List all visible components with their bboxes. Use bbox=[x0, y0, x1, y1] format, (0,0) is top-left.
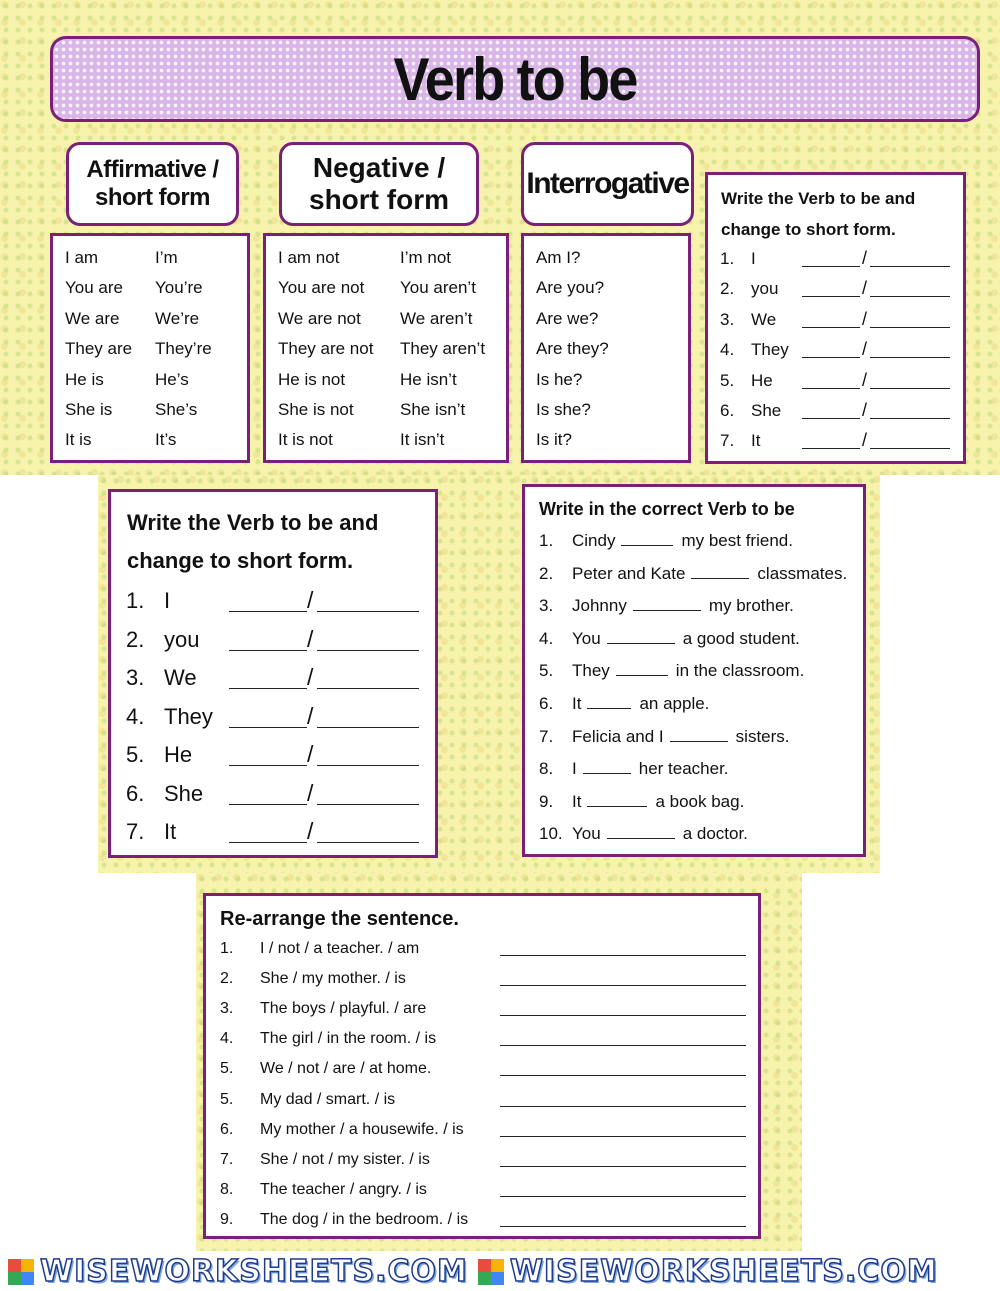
answer-line[interactable] bbox=[500, 985, 746, 986]
answer-blank-long[interactable] bbox=[802, 418, 860, 419]
item-number: 6. bbox=[220, 1120, 234, 1138]
negative-short: She isn’t bbox=[400, 400, 466, 419]
answer-line[interactable] bbox=[500, 1075, 746, 1076]
short-form-small-title-line1: Write the Verb to be and bbox=[721, 189, 916, 208]
answer-blank-short[interactable] bbox=[870, 266, 950, 267]
answer-blank-long[interactable] bbox=[229, 611, 307, 612]
sentence-end: a doctor. bbox=[682, 824, 748, 844]
item-number: 8. bbox=[539, 759, 554, 779]
interrogative-question: Are they? bbox=[536, 339, 609, 359]
short-form-exercise-large bbox=[108, 489, 438, 858]
answer-blank-short[interactable] bbox=[870, 418, 950, 419]
interrogative-question: Am I? bbox=[536, 248, 581, 267]
watermark-bar bbox=[0, 1252, 1000, 1291]
sentence-line bbox=[572, 531, 793, 551]
negative-table bbox=[263, 233, 509, 463]
item-number: 2. bbox=[126, 626, 145, 652]
negative-short: We aren’t bbox=[400, 308, 473, 328]
sentence-line bbox=[572, 824, 748, 844]
scrambled-sentence: The dog / in the bedroom. / is bbox=[260, 1210, 469, 1228]
affirmative-long: They are bbox=[65, 339, 133, 359]
sentence-start: You bbox=[572, 824, 601, 844]
negative-header bbox=[279, 142, 479, 226]
title-banner bbox=[50, 36, 980, 122]
blank-slash: / bbox=[307, 664, 314, 690]
scrambled-sentence: We / not / are / at home. bbox=[260, 1060, 432, 1078]
short-form-large-title-line1: Write the Verb to be and bbox=[127, 510, 379, 535]
affirmative-long: He is bbox=[65, 369, 104, 389]
sentence-end: my brother. bbox=[708, 596, 794, 616]
answer-blank-short[interactable] bbox=[870, 327, 950, 328]
negative-long: They are not bbox=[278, 339, 374, 359]
blank-slash: / bbox=[307, 779, 314, 806]
item-number: 9. bbox=[539, 791, 554, 811]
answer-blank-long[interactable] bbox=[802, 327, 860, 328]
answer-line[interactable] bbox=[500, 1015, 746, 1016]
affirmative-short: I’m bbox=[155, 248, 178, 267]
sentence-start: They bbox=[572, 661, 610, 681]
affirmative-short: We’re bbox=[155, 308, 200, 328]
sentence-end: her teacher. bbox=[638, 759, 729, 779]
answer-blank-short[interactable] bbox=[317, 611, 419, 612]
negative-short: He isn’t bbox=[400, 369, 457, 389]
item-number: 3. bbox=[539, 596, 554, 616]
answer-line[interactable] bbox=[500, 1226, 746, 1227]
answer-blank[interactable] bbox=[670, 727, 728, 742]
item-number: 3. bbox=[220, 1000, 234, 1018]
answer-blank-long[interactable] bbox=[802, 448, 860, 449]
rearrange-exercise bbox=[203, 893, 761, 1239]
sentence-line bbox=[572, 792, 744, 812]
answer-blank[interactable] bbox=[616, 661, 668, 676]
negative-long: She is not bbox=[278, 400, 354, 419]
watermark-logo-icon bbox=[478, 1259, 504, 1285]
answer-blank-short[interactable] bbox=[317, 688, 419, 689]
item-subject: I bbox=[751, 249, 756, 268]
scrambled-sentence: My mother / a housewife. / is bbox=[260, 1120, 464, 1138]
negative-long: He is not bbox=[278, 369, 346, 389]
sentence-start: Cindy bbox=[572, 531, 616, 550]
item-number: 2. bbox=[539, 563, 554, 583]
affirmative-short: It’s bbox=[155, 430, 177, 450]
sentence-line bbox=[572, 727, 790, 747]
affirmative-long: She is bbox=[65, 400, 113, 419]
item-number: 7. bbox=[720, 431, 735, 451]
item-number: 4. bbox=[539, 628, 554, 648]
affirmative-long: We are bbox=[65, 308, 120, 328]
item-subject: It bbox=[751, 431, 761, 451]
blank-slash: / bbox=[862, 248, 868, 268]
scrambled-sentence: The girl / in the room. / is bbox=[260, 1030, 437, 1048]
sentence-end: in the classroom. bbox=[675, 661, 805, 681]
item-number: 7. bbox=[126, 819, 145, 844]
interrogative-question: Is it? bbox=[536, 430, 572, 450]
watermark-text: WISEWORKSHEETS.COM bbox=[40, 1254, 468, 1289]
negative-short: You aren’t bbox=[400, 278, 476, 298]
negative-long: It is not bbox=[278, 430, 333, 450]
answer-blank-short[interactable] bbox=[870, 448, 950, 449]
sentence-end: my best friend. bbox=[681, 531, 793, 550]
short-form-small-title-line2: change to short form. bbox=[721, 220, 896, 239]
affirmative-long: I am bbox=[65, 248, 99, 267]
item-number: 5. bbox=[539, 661, 554, 681]
negative-short: They aren’t bbox=[400, 339, 486, 359]
answer-blank-short[interactable] bbox=[870, 388, 950, 389]
affirmative-long: You are bbox=[65, 278, 123, 298]
answer-blank[interactable] bbox=[607, 629, 675, 644]
item-subject: She bbox=[751, 401, 782, 420]
item-number: 10. bbox=[539, 824, 563, 844]
sentence-end: classmates. bbox=[757, 563, 848, 583]
answer-blank[interactable] bbox=[621, 531, 673, 546]
answer-blank-long[interactable] bbox=[802, 388, 860, 389]
item-number: 4. bbox=[720, 340, 735, 360]
item-number: 1. bbox=[539, 531, 554, 550]
blank-slash: / bbox=[307, 587, 314, 613]
item-number: 2. bbox=[720, 279, 735, 299]
answer-line[interactable] bbox=[500, 1166, 746, 1167]
answer-blank-short[interactable] bbox=[317, 727, 419, 728]
item-number: 1. bbox=[126, 588, 145, 613]
answer-blank-long[interactable] bbox=[229, 650, 307, 651]
answer-blank-long[interactable] bbox=[229, 688, 307, 689]
scrambled-sentence: I / not / a teacher. / am bbox=[260, 940, 420, 957]
answer-blank-short[interactable] bbox=[317, 765, 419, 766]
item-number: 3. bbox=[126, 665, 145, 690]
answer-blank-long[interactable] bbox=[802, 266, 860, 267]
answer-line[interactable] bbox=[500, 1196, 746, 1197]
affirmative-short: You’re bbox=[155, 278, 203, 298]
item-number: 4. bbox=[126, 703, 145, 729]
item-number: 8. bbox=[220, 1180, 234, 1198]
item-number: 1. bbox=[220, 940, 234, 957]
answer-blank-long[interactable] bbox=[229, 765, 307, 766]
answer-blank-long[interactable] bbox=[802, 296, 860, 297]
interrogative-question: Is she? bbox=[536, 400, 591, 419]
answer-blank-long[interactable] bbox=[229, 727, 307, 728]
item-number: 1. bbox=[720, 249, 735, 268]
scrambled-sentence: The teacher / angry. / is bbox=[260, 1180, 427, 1198]
blank-slash: / bbox=[862, 369, 868, 390]
blank-slash: / bbox=[862, 308, 868, 329]
item-number: 3. bbox=[720, 309, 735, 329]
item-subject: They bbox=[164, 703, 213, 729]
negative-header-label: Negative / short form bbox=[309, 151, 449, 215]
item-subject: He bbox=[751, 370, 773, 390]
item-number: 6. bbox=[126, 780, 145, 806]
item-number: 2. bbox=[220, 970, 234, 988]
sentence-line bbox=[572, 564, 847, 584]
interrogative-question: Is he? bbox=[536, 369, 583, 389]
affirmative-table bbox=[50, 233, 250, 463]
answer-blank-short[interactable] bbox=[317, 804, 419, 805]
answer-blank-short[interactable] bbox=[870, 357, 950, 358]
sentence-end: a book bag. bbox=[655, 791, 745, 811]
sentence-start: You bbox=[572, 628, 601, 648]
watermark-text: WISEWORKSHEETS.COM bbox=[509, 1254, 938, 1289]
answer-blank-long[interactable] bbox=[229, 842, 307, 843]
item-number: 5. bbox=[126, 742, 145, 767]
answer-blank-short[interactable] bbox=[870, 296, 950, 297]
answer-blank[interactable] bbox=[587, 694, 631, 709]
interrogative-question: Are you? bbox=[536, 278, 605, 298]
watermark-logo-icon bbox=[8, 1259, 34, 1285]
sentence-end: sisters. bbox=[735, 726, 790, 746]
blank-slash: / bbox=[862, 430, 868, 451]
affirmative-short: They’re bbox=[155, 339, 212, 359]
answer-blank[interactable] bbox=[607, 824, 675, 839]
short-form-exercise-small bbox=[705, 172, 966, 464]
blank-slash: / bbox=[307, 702, 314, 729]
item-subject: He bbox=[164, 742, 193, 767]
item-subject: We bbox=[751, 309, 777, 329]
answer-line[interactable] bbox=[500, 1136, 746, 1137]
answer-blank[interactable] bbox=[633, 596, 701, 611]
page-title: Verb to be bbox=[393, 45, 637, 113]
rearrange-title: Re-arrange the sentence. bbox=[220, 908, 459, 930]
item-subject: They bbox=[751, 340, 789, 360]
item-number: 7. bbox=[220, 1150, 234, 1168]
scrambled-sentence: She / my mother. / is bbox=[260, 970, 406, 988]
affirmative-short: She’s bbox=[155, 400, 198, 419]
item-number: 5. bbox=[220, 1060, 234, 1078]
item-number: 7. bbox=[539, 726, 554, 746]
sentence-start: It bbox=[572, 694, 582, 713]
sentence-line bbox=[572, 759, 729, 779]
negative-short: It isn’t bbox=[400, 430, 445, 450]
affirmative-long: It is bbox=[65, 430, 92, 450]
answer-blank-short[interactable] bbox=[317, 650, 419, 651]
sentence-line bbox=[572, 596, 794, 616]
item-number: 6. bbox=[539, 694, 554, 713]
blank-slash: / bbox=[307, 818, 314, 844]
interrogative-header bbox=[521, 142, 694, 226]
item-subject: I bbox=[164, 588, 171, 613]
answer-blank[interactable] bbox=[587, 792, 647, 807]
sentence-line bbox=[572, 694, 709, 714]
negative-long: I am not bbox=[278, 248, 340, 267]
interrogative-question: Are we? bbox=[536, 308, 599, 328]
item-number: 5. bbox=[220, 1090, 234, 1108]
negative-short: I’m not bbox=[400, 248, 452, 267]
answer-blank-short[interactable] bbox=[317, 842, 419, 843]
interrogative-table bbox=[521, 233, 691, 463]
affirmative-header bbox=[66, 142, 239, 226]
affirmative-short: He’s bbox=[155, 369, 189, 389]
affirmative-header-label: Affirmative / short form bbox=[86, 156, 219, 211]
answer-line[interactable] bbox=[500, 1106, 746, 1107]
blank-slash: / bbox=[862, 278, 868, 299]
item-number: 4. bbox=[220, 1030, 234, 1048]
correct-verb-title: Write in the correct Verb to be bbox=[539, 499, 795, 519]
item-subject: She bbox=[164, 780, 204, 806]
sentence-start: It bbox=[572, 791, 582, 811]
answer-line[interactable] bbox=[500, 955, 746, 956]
answer-blank[interactable] bbox=[691, 564, 749, 579]
answer-blank-long[interactable] bbox=[229, 804, 307, 805]
scrambled-sentence: My dad / smart. / is bbox=[260, 1090, 396, 1108]
sentence-start: Felicia and I bbox=[572, 726, 664, 746]
blank-slash: / bbox=[862, 339, 868, 360]
item-subject: you bbox=[164, 626, 200, 652]
interrogative-header-label: Interrogative bbox=[526, 166, 689, 200]
blank-slash: / bbox=[307, 625, 314, 652]
sentence-end: a good student. bbox=[682, 628, 800, 648]
item-subject: We bbox=[164, 665, 197, 690]
sentence-line bbox=[572, 661, 804, 681]
item-number: 9. bbox=[220, 1210, 234, 1228]
answer-blank-long[interactable] bbox=[802, 357, 860, 358]
scrambled-sentence: The boys / playful. / are bbox=[260, 1000, 427, 1018]
sentence-line bbox=[572, 629, 800, 649]
sentence-end: an apple. bbox=[639, 694, 710, 713]
negative-long: You are not bbox=[278, 278, 365, 298]
blank-slash: / bbox=[307, 741, 314, 767]
answer-blank[interactable] bbox=[583, 759, 631, 774]
item-number: 6. bbox=[720, 401, 735, 420]
scrambled-sentence: She / not / my sister. / is bbox=[260, 1150, 430, 1168]
sentence-start: I bbox=[572, 759, 577, 779]
short-form-large-title-line2: change to short form. bbox=[127, 548, 354, 573]
sentence-start: Johnny bbox=[572, 596, 627, 616]
item-number: 5. bbox=[720, 370, 735, 390]
negative-long: We are not bbox=[278, 308, 361, 328]
item-subject: you bbox=[751, 279, 779, 299]
answer-line[interactable] bbox=[500, 1045, 746, 1046]
blank-slash: / bbox=[862, 400, 868, 420]
correct-verb-exercise bbox=[522, 484, 866, 857]
item-subject: It bbox=[164, 819, 177, 844]
sentence-start: Peter and Kate bbox=[572, 563, 686, 583]
